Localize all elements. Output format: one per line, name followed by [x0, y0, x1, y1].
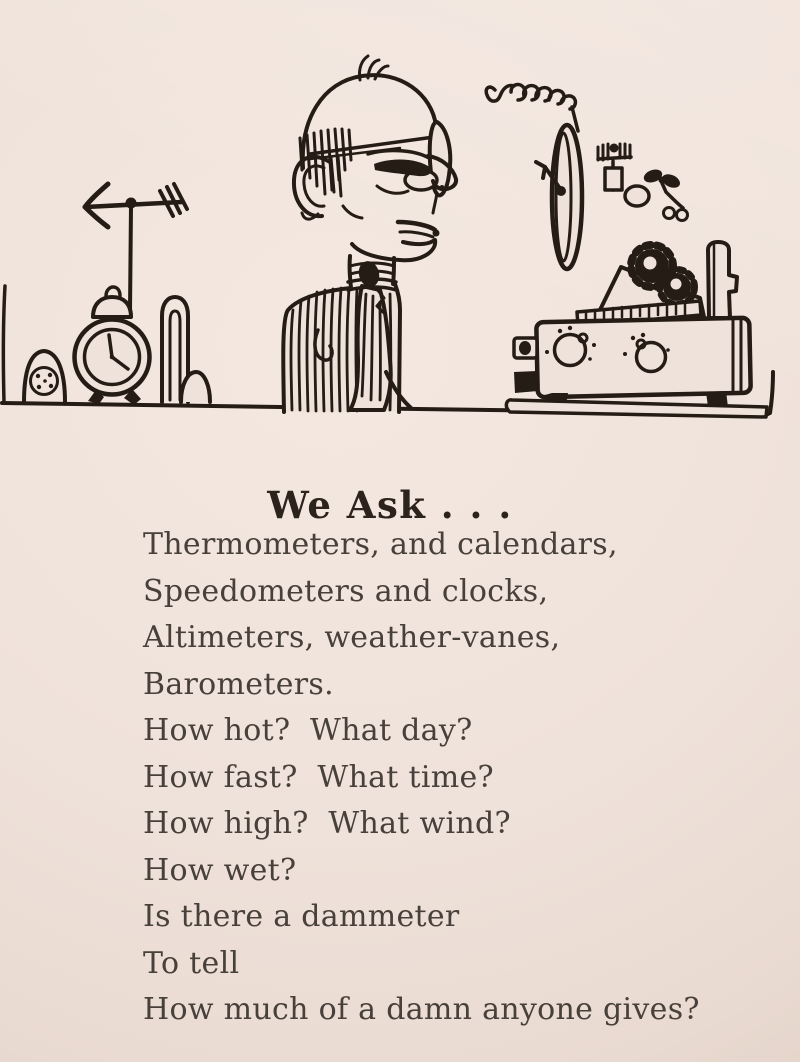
weather-vane-icon	[85, 184, 187, 310]
fan-disc-icon	[536, 125, 582, 269]
illustration	[0, 0, 800, 430]
anemometer-icon	[598, 144, 631, 191]
scarf	[350, 286, 411, 410]
poem-line: Is there a dammeter	[143, 899, 460, 934]
poem-line: How high? What wind?	[143, 806, 511, 841]
page-title: We Ask . . .	[267, 482, 513, 527]
poem-line: Speedometers and clocks,	[143, 573, 549, 609]
poem-line: Altimeters, weather-vanes,	[143, 620, 561, 655]
sled-base	[506, 400, 767, 417]
poem	[143, 522, 783, 1034]
poem-line: How much of a damn anyone gives?	[143, 992, 700, 1027]
poem-line: To tell	[143, 945, 240, 981]
dial-cabinet	[514, 318, 751, 397]
poem-line: How wet?	[143, 852, 297, 888]
poem-line: Thermometers, and calendars,	[143, 527, 618, 562]
poem-line: How fast? What time?	[143, 759, 494, 795]
knob	[514, 371, 538, 393]
man-figure	[283, 56, 456, 412]
weather-machine	[486, 85, 767, 417]
man-head	[294, 56, 456, 260]
tall-loop-icon	[162, 297, 210, 402]
alarm-clock-icon	[75, 287, 150, 405]
poem-line: Barometers.	[143, 666, 334, 702]
pebble-timer-icon	[24, 351, 65, 402]
canister	[708, 242, 737, 318]
poem-line: How hot? What day?	[143, 713, 473, 748]
propeller-icon	[625, 167, 688, 220]
